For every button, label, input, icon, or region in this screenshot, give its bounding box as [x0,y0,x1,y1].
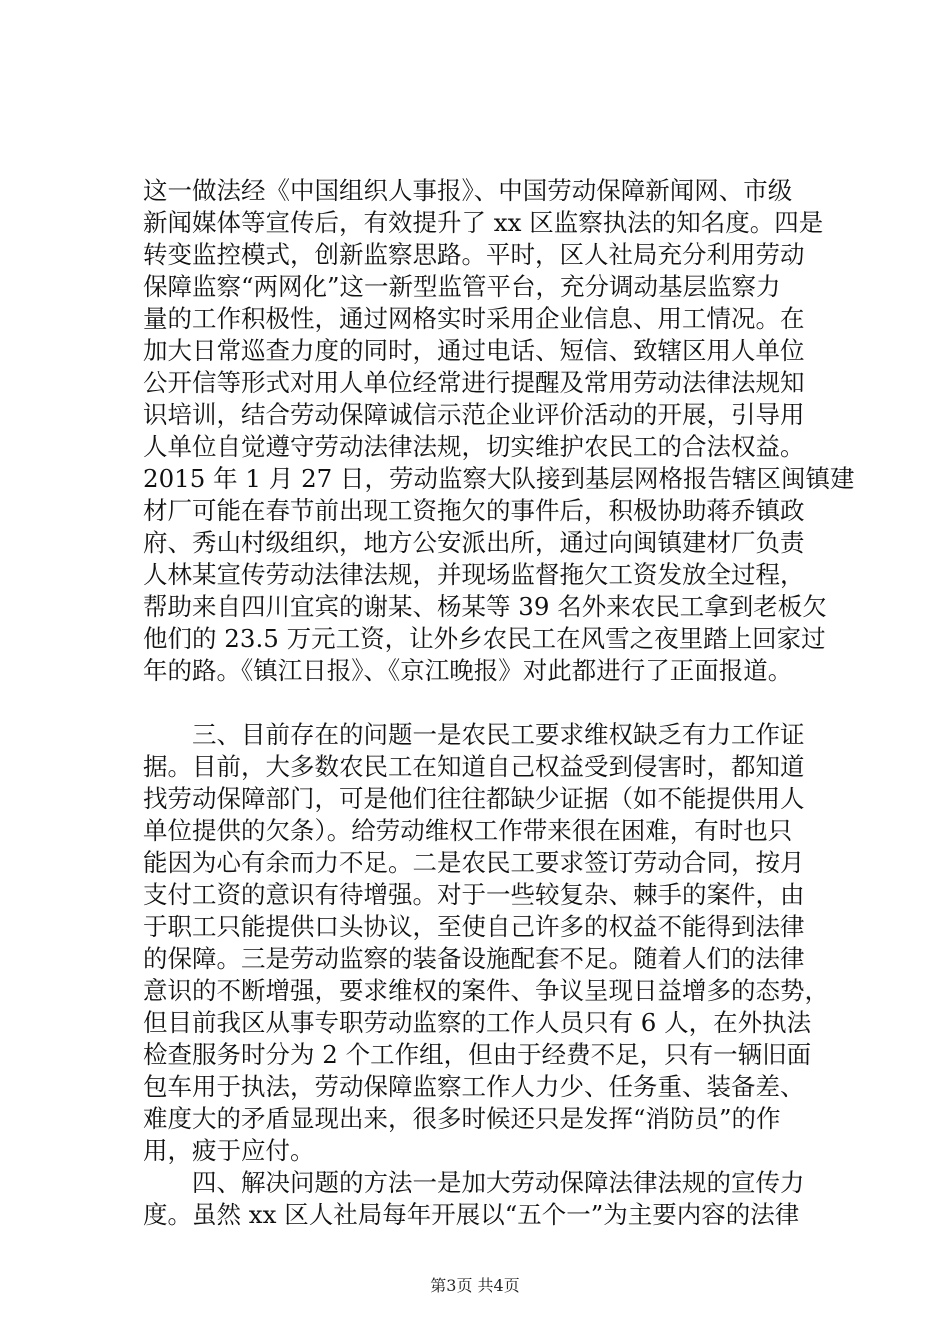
text-line-28: 包车用于执法，劳动保障监察工作人力少、任务重、装备差、 [143,1072,805,1101]
text-line-11: 材厂可能在春节前出现工资拖欠的事件后，积极协助蒋乔镇政 [143,496,805,525]
text-line-32: 度。虽然 xx 区人社局每年开展以“五个一”为主要内容的法律 [143,1200,800,1229]
text-line-5: 量的工作积极性，通过网格实时采用企业信息、用工情况。在 [143,304,805,333]
text-line-8: 识培训，结合劳动保障诚信示范企业评价活动的开展，引导用 [143,400,805,429]
text-line-21: 能因为心有余而力不足。二是农民工要求签订劳动合同，按月 [143,848,805,877]
text-line-15: 他们的 23.5 万元工资，让外乡农民工在风雪之夜里踏上回家过 [143,624,826,653]
text-line-19: 找劳动保障部门，可是他们往往都缺少证据（如不能提供用人 [143,784,805,813]
text-line-22: 支付工资的意识有待增强。对于一些较复杂、棘手的案件，由 [143,880,805,909]
text-line-13: 人林某宣传劳动法律法规，并现场监督拖欠工资发放全过程， [143,560,805,589]
text-line-30: 用，疲于应付。 [143,1136,315,1165]
text-line-12: 府、秀山村级组织，地方公安派出所，通过向闽镇建材厂负责 [143,528,805,557]
text-line-23: 于职工只能提供口头协议，至使自己许多的权益不能得到法律 [143,912,805,941]
text-line-29: 难度大的矛盾显现出来，很多时候还只是发挥“消防员”的作 [143,1104,781,1133]
text-line-7: 公开信等形式对用人单位经常进行提醒及常用劳动法律法规知 [143,368,805,397]
text-line-3: 转变监控模式，创新监察思路。平时，区人社局充分利用劳动 [143,240,805,269]
text-line-17: 三、目前存在的问题一是农民工要求维权缺乏有力工作证 [192,720,805,749]
text-line-4: 保障监察“两网化”这一新型监管平台，充分调动基层监察力 [143,272,781,301]
text-line-18: 据。目前，大多数农民工在知道自己权益受到侵害时，都知道 [143,752,805,781]
text-line-16: 年的路。《镇江日报》、《京江晚报》对此都进行了正面报道。 [143,656,793,685]
text-line-24: 的保障。三是劳动监察的装备设施配套不足。随着人们的法律 [143,944,805,973]
text-line-2: 新闻媒体等宣传后，有效提升了 xx 区监察执法的知名度。四是 [143,208,824,237]
text-line-20: 单位提供的欠条）。给劳动维权工作带来很在困难，有时也只 [143,816,793,845]
text-line-31: 四、解决问题的方法一是加大劳动保障法律法规的宣传力 [192,1168,805,1197]
text-line-26: 但目前我区从事专职劳动监察的工作人员只有 6 人，在外执法 [143,1008,812,1037]
text-line-9: 人单位自觉遵守劳动法律法规，切实维护农民工的合法权益。 [143,432,805,461]
text-line-6: 加大日常巡查力度的同时，通过电话、短信、致辖区用人单位 [143,336,805,365]
text-line-1: 这一做法经《中国组织人事报》、中国劳动保障新闻网、市级 [143,176,793,205]
text-line-10: 2015 年 1 月 27 日，劳动监察大队接到基层网格报告辖区闽镇建 [143,464,855,493]
text-line-14: 帮助来自四川宜宾的谢某、杨某等 39 名外来农民工拿到老板欠 [143,592,827,621]
text-line-27: 检查服务时分为 2 个工作组，但由于经费不足，只有一辆旧面 [143,1040,812,1069]
text-line-25: 意识的不断增强，要求维权的案件、争议呈现日益增多的态势， [143,976,829,1005]
page-number-footer: 第3页 共4页 [430,1276,520,1295]
